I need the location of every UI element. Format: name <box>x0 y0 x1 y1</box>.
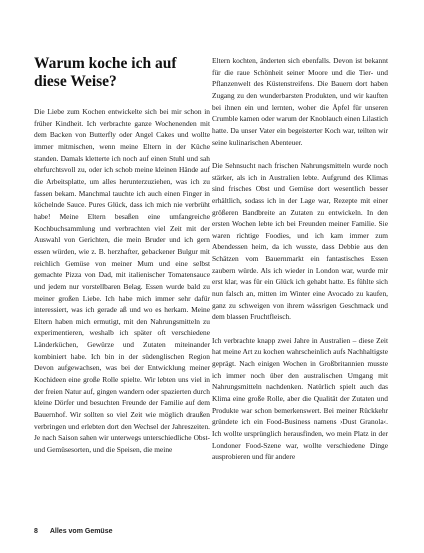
chapter-title: Warum koche ich auf diese Weise? <box>34 55 177 90</box>
body-paragraph: Ich verbrachte knapp zwei Jahre in Australien – diese Zeit hat meine Art zu kochen wahrscheinlich aufs Nachhaltigste geprägt. Nach einigen Wochen in Großbritannien musste ich immer noch über den australischen Umgang mit Nahrungsmitteln nachdenken. Natürlich spielt auch das Klima eine große Rolle, aber die Qualität der Zutaten und Produkte war schon bemerkenswert. Bei meiner Rückkehr gründete ich ein Food-Business namens ›Dust Granola‹. Ich wollte ursprünglich herausfinden, wo mein Platz in der Londoner Food-Szene war, wollte verschiedene Dinge ausprobieren und für andere <box>212 335 388 462</box>
right-column <box>212 55 388 475</box>
running-title: Alles vom Gemüse <box>49 528 113 535</box>
body-paragraph: Die Liebe zum Kochen entwickelte sich bei mir schon in früher Kindheit. Ich verbrachte ganze Wochenenden mit dem Backen von Butterfly oder Angel Cakes und wollte immer mitmischen, wenn meine Eltern in der Küche standen. Damals kletterte ich noch auf einen Stuhl und sah ehrfurchtsvoll zu, oder ich schob meine kleinen Hände auf die Arbeitsplatte, um alles herunterzuziehen, was ich zu fassen bekam. Manchmal tauchte ich auch einen Finger in köchelnde Sauce. Pures Glück, dass ich mich nie verbrüht habe! Meine Eltern besaßen eine umfangreiche Kochbuchsammlung und verbrachten viel Zeit mit der Auswahl von Gerichten, die mein Bruder und ich gern essen würden, wie z. B. herzhafter, gebackener Bulgur mit reichlich Gemüse von meiner Mum und eine selbst gemachte Pizza von Dad, mit italienischer Tomatensauce und jedem nur vorstellbaren Belag. Essen wurde bald zu meiner großen Liebe. Ich habe mich immer sehr dafür interessiert, was ich gerade aß und wo es herkam. Meine Eltern haben mich ermutigt, mit den Nahrungsmitteln zu experimentieren, weshalb ich später oft verschiedene Länderküchen, Gewürze und Zutaten miteinander kombiniert habe. Ich bin in der südenglischen Region Devon aufgewachsen, was bei der Entwicklung meiner Kochideen eine große Rolle spielte. Wir lebten uns viel in der freien Natur auf, gingen wandern oder spazierten durch kleine Dörfer und besuchten Freunde der Familie auf dem Bauernhof. Wir sollten so viel Zeit wie möglich draußen verbringen und erlebten dort den Wechsel der Jahreszeiten. Je nach Saison sahen wir unterwegs unterschiedliche Obst- und Gemüsesorten, und die Speisen, die meine <box>34 107 210 455</box>
left-column <box>34 55 210 467</box>
page-number: 8 <box>34 528 38 535</box>
body-paragraph: Eltern kochten, änderten sich ebenfalls. Devon ist bekannt für die raue Schönheit seiner Moore und die Tier- und Pflanzenwelt des Küstenstreifens. Die Bauern dort haben Zugang zu den wunderbarsten Produkten, und wir kauften bei ihnen ein und lernten, woher die Äpfel für unseren Crumble kamen oder warum der Knoblauch einen Lilastich hatte. Da unser Vater ein begeisterter Koch war, teilten wir seine kulinarischen Abenteuer. <box>212 56 388 147</box>
page-footer <box>34 528 113 535</box>
body-paragraph: Die Sehnsucht nach frischen Nahrungsmitteln wurde noch stärker, als ich in Australien lebte. Aufgrund des Klimas sind frisches Obst und Gemüse dort wesentlich besser erhältlich, sodass ich in der Lage war, Rezepte mit einer größeren Bandbreite an Zutaten zu entwickeln. In den ersten Wochen lebte ich bei Freunden meiner Familie. Sie waren richtige Foodies, und ich kam immer zum Abendessen heim, da ich wusste, dass Debbie aus den Schätzen vom Bauernmarkt ein fantastisches Essen zaubern würde. Als ich wieder in London war, wurde mir erst klar, was für ein Glück ich gehabt hatte. Es fühlte sich nun falsch an, mitten im Winter eine Avocado zu kaufen, ganz zu schweigen von ihrem wässrigen Geschmack und dem blassen Fruchtfleisch. <box>212 160 388 322</box>
